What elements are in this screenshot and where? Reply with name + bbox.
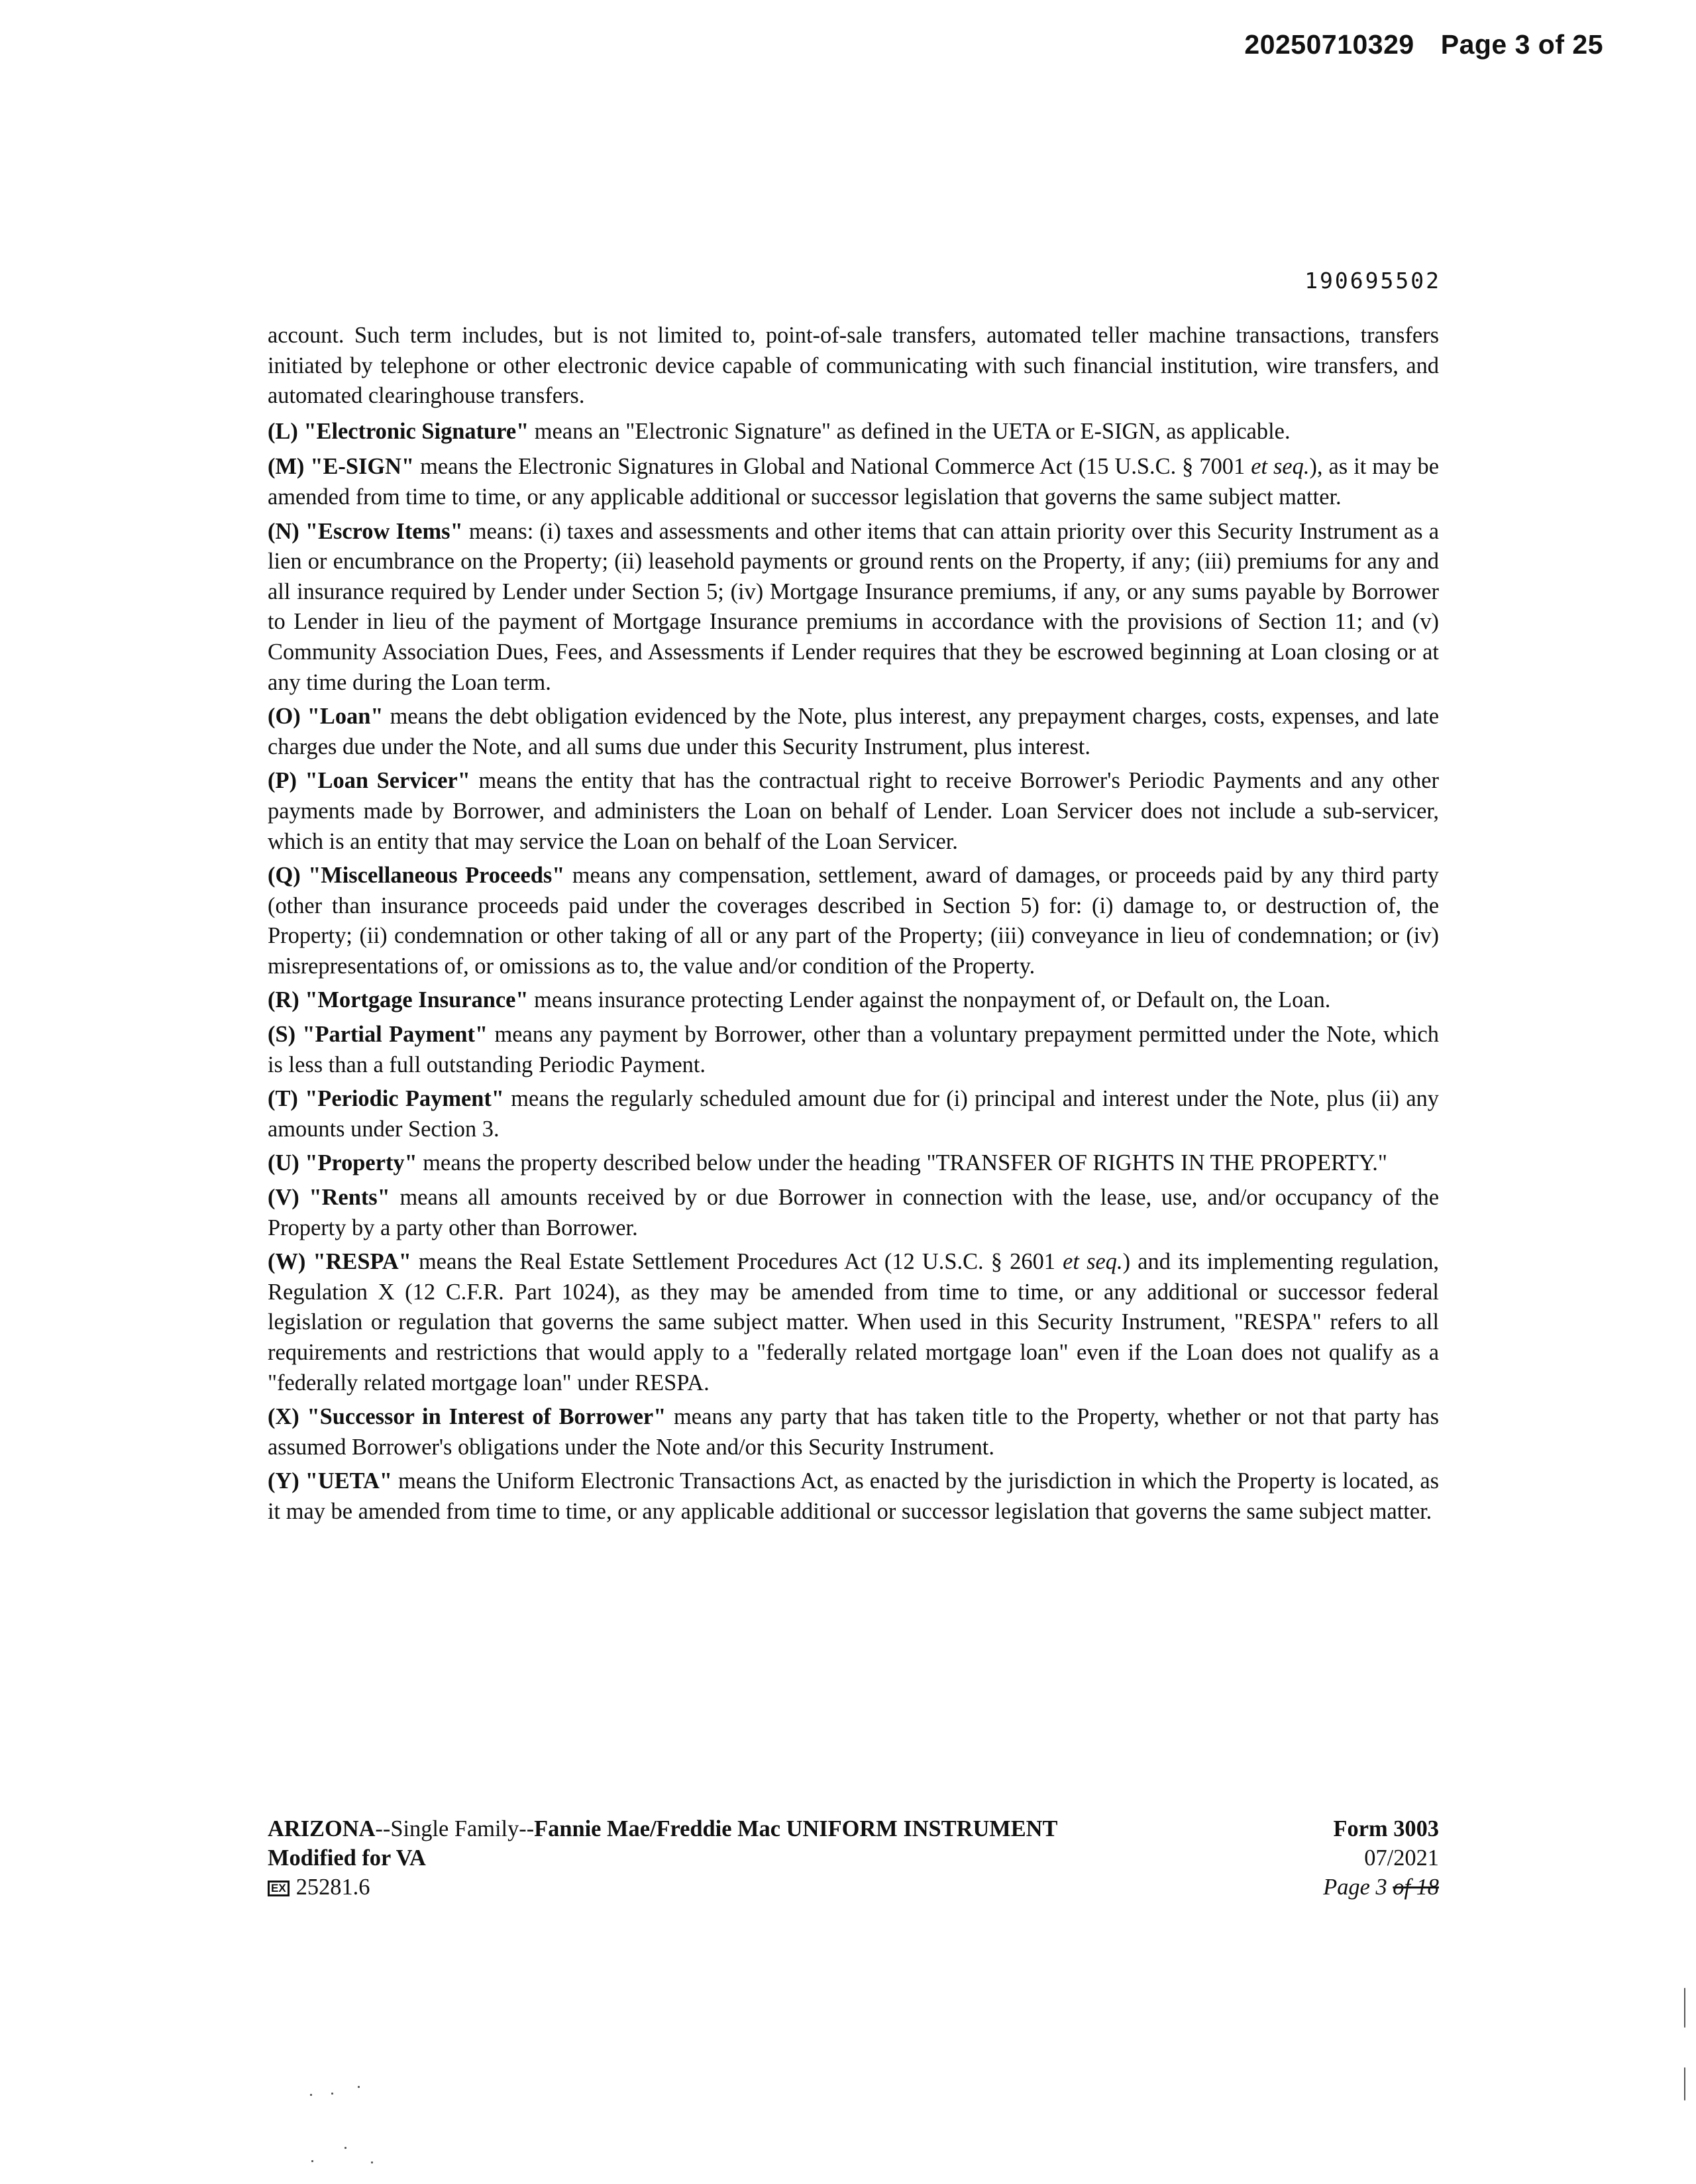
document-number: 20250710329 (1244, 29, 1414, 60)
footer-right (1323, 1814, 1439, 1902)
footer-state: ARIZONA (268, 1816, 376, 1841)
definition-item (268, 985, 1439, 1016)
definition-term: (W) (268, 1249, 306, 1275)
recording-header (1244, 29, 1603, 60)
definition-term: (R) (268, 987, 299, 1013)
definition-term: (P) (268, 768, 297, 794)
definition-item (268, 1020, 1439, 1080)
definition-text: means the Real Estate Settlement Procedures Act (12 U.S.C. § 2601 (411, 1249, 1063, 1275)
definition-item (268, 1247, 1439, 1398)
definition-term: (X) (268, 1404, 299, 1430)
definition-text: means the entity that has the contractual right to receive Borrower's Periodic Payments and any other payments made by Borrower, and administers the Loan on behalf of Lender. Loan Servicer does not include a sub-servicer, which is an entity that may service the Loan on behalf of the Loan Servicer. (268, 768, 1439, 854)
definition-term: (Y) (268, 1468, 299, 1494)
scan-speck (1684, 2067, 1685, 2101)
definition-item (268, 1084, 1439, 1144)
scan-speck (358, 2086, 360, 2088)
definition-term: (M) (268, 454, 305, 480)
definition-italic: et seq. (1063, 1249, 1123, 1275)
definition-term-name: "Escrow Items" (305, 518, 463, 544)
definition-term-name: "Property" (305, 1150, 417, 1176)
definition-term-name: "Electronic Signature" (303, 418, 529, 444)
definition-term: (S) (268, 1022, 296, 1048)
continuation-paragraph: account. Such term includes, but is not limited to, point-of-sale transfers, automated teller machine transactions, transfers initiated by telephone or other electronic device capable of communicating with such financial institution, wire transfers, and automated clearinghouse transfers. (268, 323, 1439, 409)
definition-term: (O) (268, 704, 301, 730)
definition-term-name: "Periodic Payment" (305, 1086, 504, 1112)
definition-item (268, 1402, 1439, 1462)
scan-speck (311, 2160, 313, 2162)
definition-item (268, 1148, 1439, 1179)
footer-separator: --Single Family-- (375, 1816, 535, 1841)
definition-text: means the Electronic Signatures in Global and National Commerce Act (15 U.S.C. § 7001 (414, 454, 1251, 480)
scan-speck (1684, 1988, 1685, 2028)
scan-speck (344, 2147, 346, 2149)
definition-text: means an "Electronic Signature" as defined in the UETA or E-SIGN, as applicable. (529, 418, 1291, 444)
footer-left (268, 1814, 1057, 1902)
definitions-list (268, 417, 1439, 1527)
definition-text: means the Uniform Electronic Transactions Act, as enacted by the jurisdiction in which the Property is located, as it may be amended from time to time, or any applicable additional or successor legislation that governs the same subject matter. (268, 1468, 1439, 1524)
definition-term-name: "Miscellaneous Proceeds" (308, 863, 565, 889)
definition-item (268, 452, 1439, 512)
definition-term: (U) (268, 1150, 299, 1176)
footer-page-struck: of 18 (1393, 1875, 1439, 1900)
definition-term-name: "E-SIGN" (310, 454, 415, 480)
definition-text: means all amounts received by or due Borrower in connection with the lease, use, and/or occupancy of the Property by a party other than Borrower. (268, 1185, 1439, 1240)
definition-term: (V) (268, 1185, 299, 1211)
definition-text: means any payment by Borrower, other than a voluntary prepayment permitted under the Note, which is less than a full outstanding Periodic Payment. (268, 1022, 1439, 1077)
footer-form-code: 25281.6 (295, 1875, 370, 1900)
definition-text: means the regularly scheduled amount due for (i) principal and interest under the Note, plus (ii) any amounts under Section 3. (268, 1086, 1439, 1142)
definition-text: means the debt obligation evidenced by the Note, plus interest, any prepayment charges, costs, expenses, and late charges due under the Note, and all sums due under this Security Instrument, plus interest. (268, 704, 1439, 759)
footer-form-code-line (268, 1873, 1057, 1902)
definition-item (268, 1183, 1439, 1243)
definition-text-continued: ) and its implementing regulation, Regulation X (12 C.F.R. Part 1024), as they may be amended from time to time, or any additional or successor federal legislation or regulation that governs the same subject matter. When used in this Security Instrument, "RESPA" refers to all requirements and restrictions that would apply to a "federally related mortgage loan" even if the Loan does not qualify as a "federally related mortgage loan" under RESPA. (268, 1249, 1439, 1395)
footer-modified: Modified for VA (268, 1845, 426, 1871)
definition-term-name: "Rents" (309, 1185, 390, 1211)
footer-form-number: Form 3003 (1333, 1816, 1439, 1841)
definition-item (268, 861, 1439, 981)
loan-number: 190695502 (1304, 268, 1441, 294)
ex-logo-icon: EX (268, 1881, 290, 1896)
page-indicator: Page 3 of 25 (1440, 29, 1603, 60)
definition-item (268, 417, 1439, 447)
definition-term-name: "RESPA" (313, 1249, 411, 1275)
scan-speck (310, 2094, 312, 2096)
definition-term-name: "Mortgage Insurance" (305, 987, 529, 1013)
definition-term-name: "Successor in Interest of Borrower" (307, 1404, 666, 1430)
definition-text: means any party that has taken title to the Property, whether or not that party has assumed Borrower's obligations under the Note and/or this Security Instrument. (268, 1404, 1439, 1460)
footer-instrument-line (268, 1814, 1057, 1843)
footer-form-date: 07/2021 (1364, 1845, 1439, 1871)
definition-term-name: "Loan Servicer" (305, 768, 470, 794)
definition-italic: et seq. (1251, 454, 1310, 480)
definition-text: means insurance protecting Lender against the nonpayment of, or Default on, the Loan. (528, 987, 1331, 1013)
definition-item (268, 766, 1439, 857)
definition-term-name: "Loan" (307, 704, 384, 730)
document-body (268, 321, 1439, 1531)
scan-speck (331, 2093, 333, 2095)
scan-speck (371, 2161, 373, 2163)
definition-text: means any compensation, settlement, award of damages, or proceeds paid by any third party (other than insurance proceeds paid under the coverages described in Section 5) for: (i) damage to, or destruction of, the Property; (ii) condemnation or other taking of all or any part of the Property; (iii) conveyance in lieu of condemnation; or (iv) misrepresentations of, or omissions as to, the value and/or condition of the Property. (268, 863, 1440, 979)
definition-term: (N) (268, 518, 299, 544)
footer-instrument: Fannie Mae/Freddie Mac UNIFORM INSTRUMENT (534, 1816, 1058, 1841)
definition-term-name: "UETA" (305, 1468, 392, 1494)
definition-term-name: "Partial Payment" (302, 1022, 488, 1048)
definition-item (268, 702, 1439, 762)
footer-page-prefix: Page 3 (1323, 1875, 1393, 1900)
definition-term: (Q) (268, 863, 301, 889)
footer-page-line (1323, 1873, 1439, 1902)
definition-text-continued: ), as it may be amended from time to time, or any applicable additional or successor legislation that governs the same subject matter. (268, 454, 1439, 510)
definition-item (268, 1466, 1439, 1527)
definition-text: means: (i) taxes and assessments and other items that can attain priority over this Security Instrument as a lien or encumbrance on the Property; (ii) leasehold payments or ground rents on the Property, if any; (iii) premiums for any and all insurance required by Lender under Section 5; (iv) Mortgage Insurance premiums, if any, or any sums payable by Borrower to Lender in lieu of the payment of Mortgage Insurance premiums in accordance with the provisions of Section 11; and (v) Community Association Dues, Fees, and Assessments if Lender requires that they be escrowed beginning at Loan closing or at any time during the Loan term. (268, 518, 1439, 695)
definition-text: means the property described below under the heading "TRANSFER OF RIGHTS IN THE PROPERTY." (417, 1150, 1387, 1176)
definition-term: (T) (268, 1086, 298, 1112)
definition-term: (L) (268, 418, 298, 444)
definition-item (268, 517, 1439, 698)
